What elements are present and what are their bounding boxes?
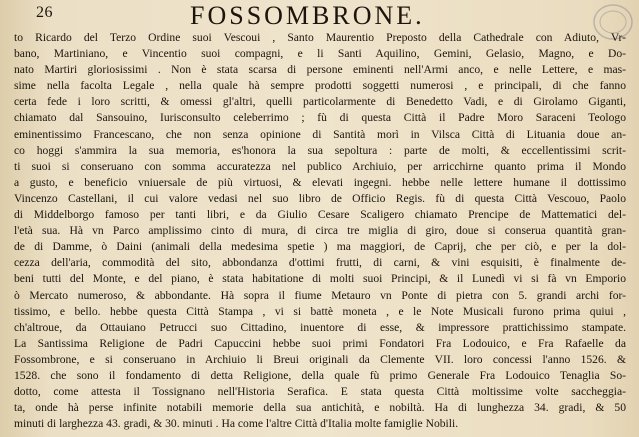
running-head: FOSSOMBRONE. [190, 1, 425, 30]
page-number: 26 [36, 4, 53, 21]
text-line: de di Damme, ò Daini (animali della medesima spetie ) ma maggiori, de Caprij, che per ciò, e per la dol- [14, 240, 626, 254]
text-line: nato Martiri gloriosissimi . Non è stata scarsa di persone eminenti nell'Armi anco, e nelle Lettere, e mas- [14, 63, 626, 77]
text-line: 1528. che sono il fondamento di detta Religione, della quale fù primo Generale Fra Lodouico Tenaglia So- [14, 368, 626, 382]
text-line: Fossombrone, e si conseruano in Archiuio li Breui originali da Clemente VII. loro concessi l'anno 1526. & [14, 352, 626, 366]
text-line: La Santissima Religione de Padri Capuccini hebbe suoi primi Fondatori Fra Lodouico, e Fra Rafaelle da [14, 336, 626, 350]
text-line: Vincenzo Castellani, il cui valore vedasi nel suo libro de Officio Regis. fù di questa Città Vescouo, Paolo [14, 191, 626, 205]
text-line: minuti di larghezza 43. gradi, & 30. minuti . Ha come l'altre Città d'Italia molte famiglie Nobili. [14, 417, 459, 431]
text-line: ch'altroue, da Ottauiano Petrucci suo Cittadino, inuentore di esse, & impressore prattichissimo stampate. [14, 320, 626, 334]
body-text [14, 30, 626, 432]
text-line: ti suoi si conseruano con somma accuratezza nel publico Archiuio, per arricchirne quanto prima il Mondo [14, 159, 626, 173]
text-line: co hoggi s'ammira la sua memoria, es'honora la sua sepoltura : parte de molti, & eccellentissimi scrit- [14, 143, 626, 157]
text-line: cezza dell'aria, commodità del sito, abbondanza d'ottimi frutti, di carni, & vini esquisiti, è finalmente de- [14, 256, 626, 270]
text-line: di Middelborgo famoso per tanti libri, e da Giulio Cesare Scaligero chiamato Prencipe de Mattematici del- [14, 208, 626, 222]
text-line: chiamato dal Sansouino, Iurisconsulto celeberrimo ; fù di questa Città il Padre Moro Saraceni Teologo [14, 111, 626, 125]
text-line: eminentissimo Francescano, che non senza opinione di Santità morì in Vilsca Città di Lituania doue an- [14, 127, 626, 141]
text-line: ò Mercato numeroso, & abbondante. Hà sopra il fiume Metauro vn Ponte di pietra con 5. grandi archi for- [14, 288, 626, 302]
text-line: dotto, come attesta il Tossignano nell'Historia Serafica. E stata questa Città moltissime volte saccheggia- [14, 385, 626, 399]
text-line: l'età sua. Hà vn Parco amplissimo cinto di mura, di circa tre miglia di giro, doue si conserua quantità gran- [14, 224, 626, 238]
text-line: beni tutti del Monte, e del piano, è stata habitatione di molti suoi Principi, & il Lunedì vi si fà vn Emporio [14, 272, 626, 286]
text-line: bano, Martiniano, e Vincentio suoi compagni, e li Santi Aquilino, Gemini, Gelasio, Magno, e Do- [14, 47, 626, 61]
text-line: a gusto, e beneficio vniuersale de più virtuosi, & elevati ingegni. hebbe nelle lettere humane il dottissimo [14, 175, 626, 189]
text-line: certa fede i loro scritti, & omessi gl'altri, quelli particolarmente di Benedetto Vadi, e di Girolamo Giganti, [14, 95, 626, 109]
text-line: tissimo, e bello. hebbe questa Città Stampa , vi si battè moneta , e le Note Musicali furono prima quiui , [14, 304, 626, 318]
text-line: sime nella facolta Legale , nella quale hà sempre prodotti soggetti numerosi , e principali, di che fanno [14, 79, 626, 93]
text-line: ta, onde hà perse infinite notabili memorie della sua antichità, e nobiltà. Ha di lunghezza 34. gradi, & 50 [14, 401, 626, 415]
text-line: to Ricardo del Terzo Ordine suoi Vescoui , Santo Maurentio Preposto della Cathedrale con Adiuto, Vr- [14, 31, 626, 44]
